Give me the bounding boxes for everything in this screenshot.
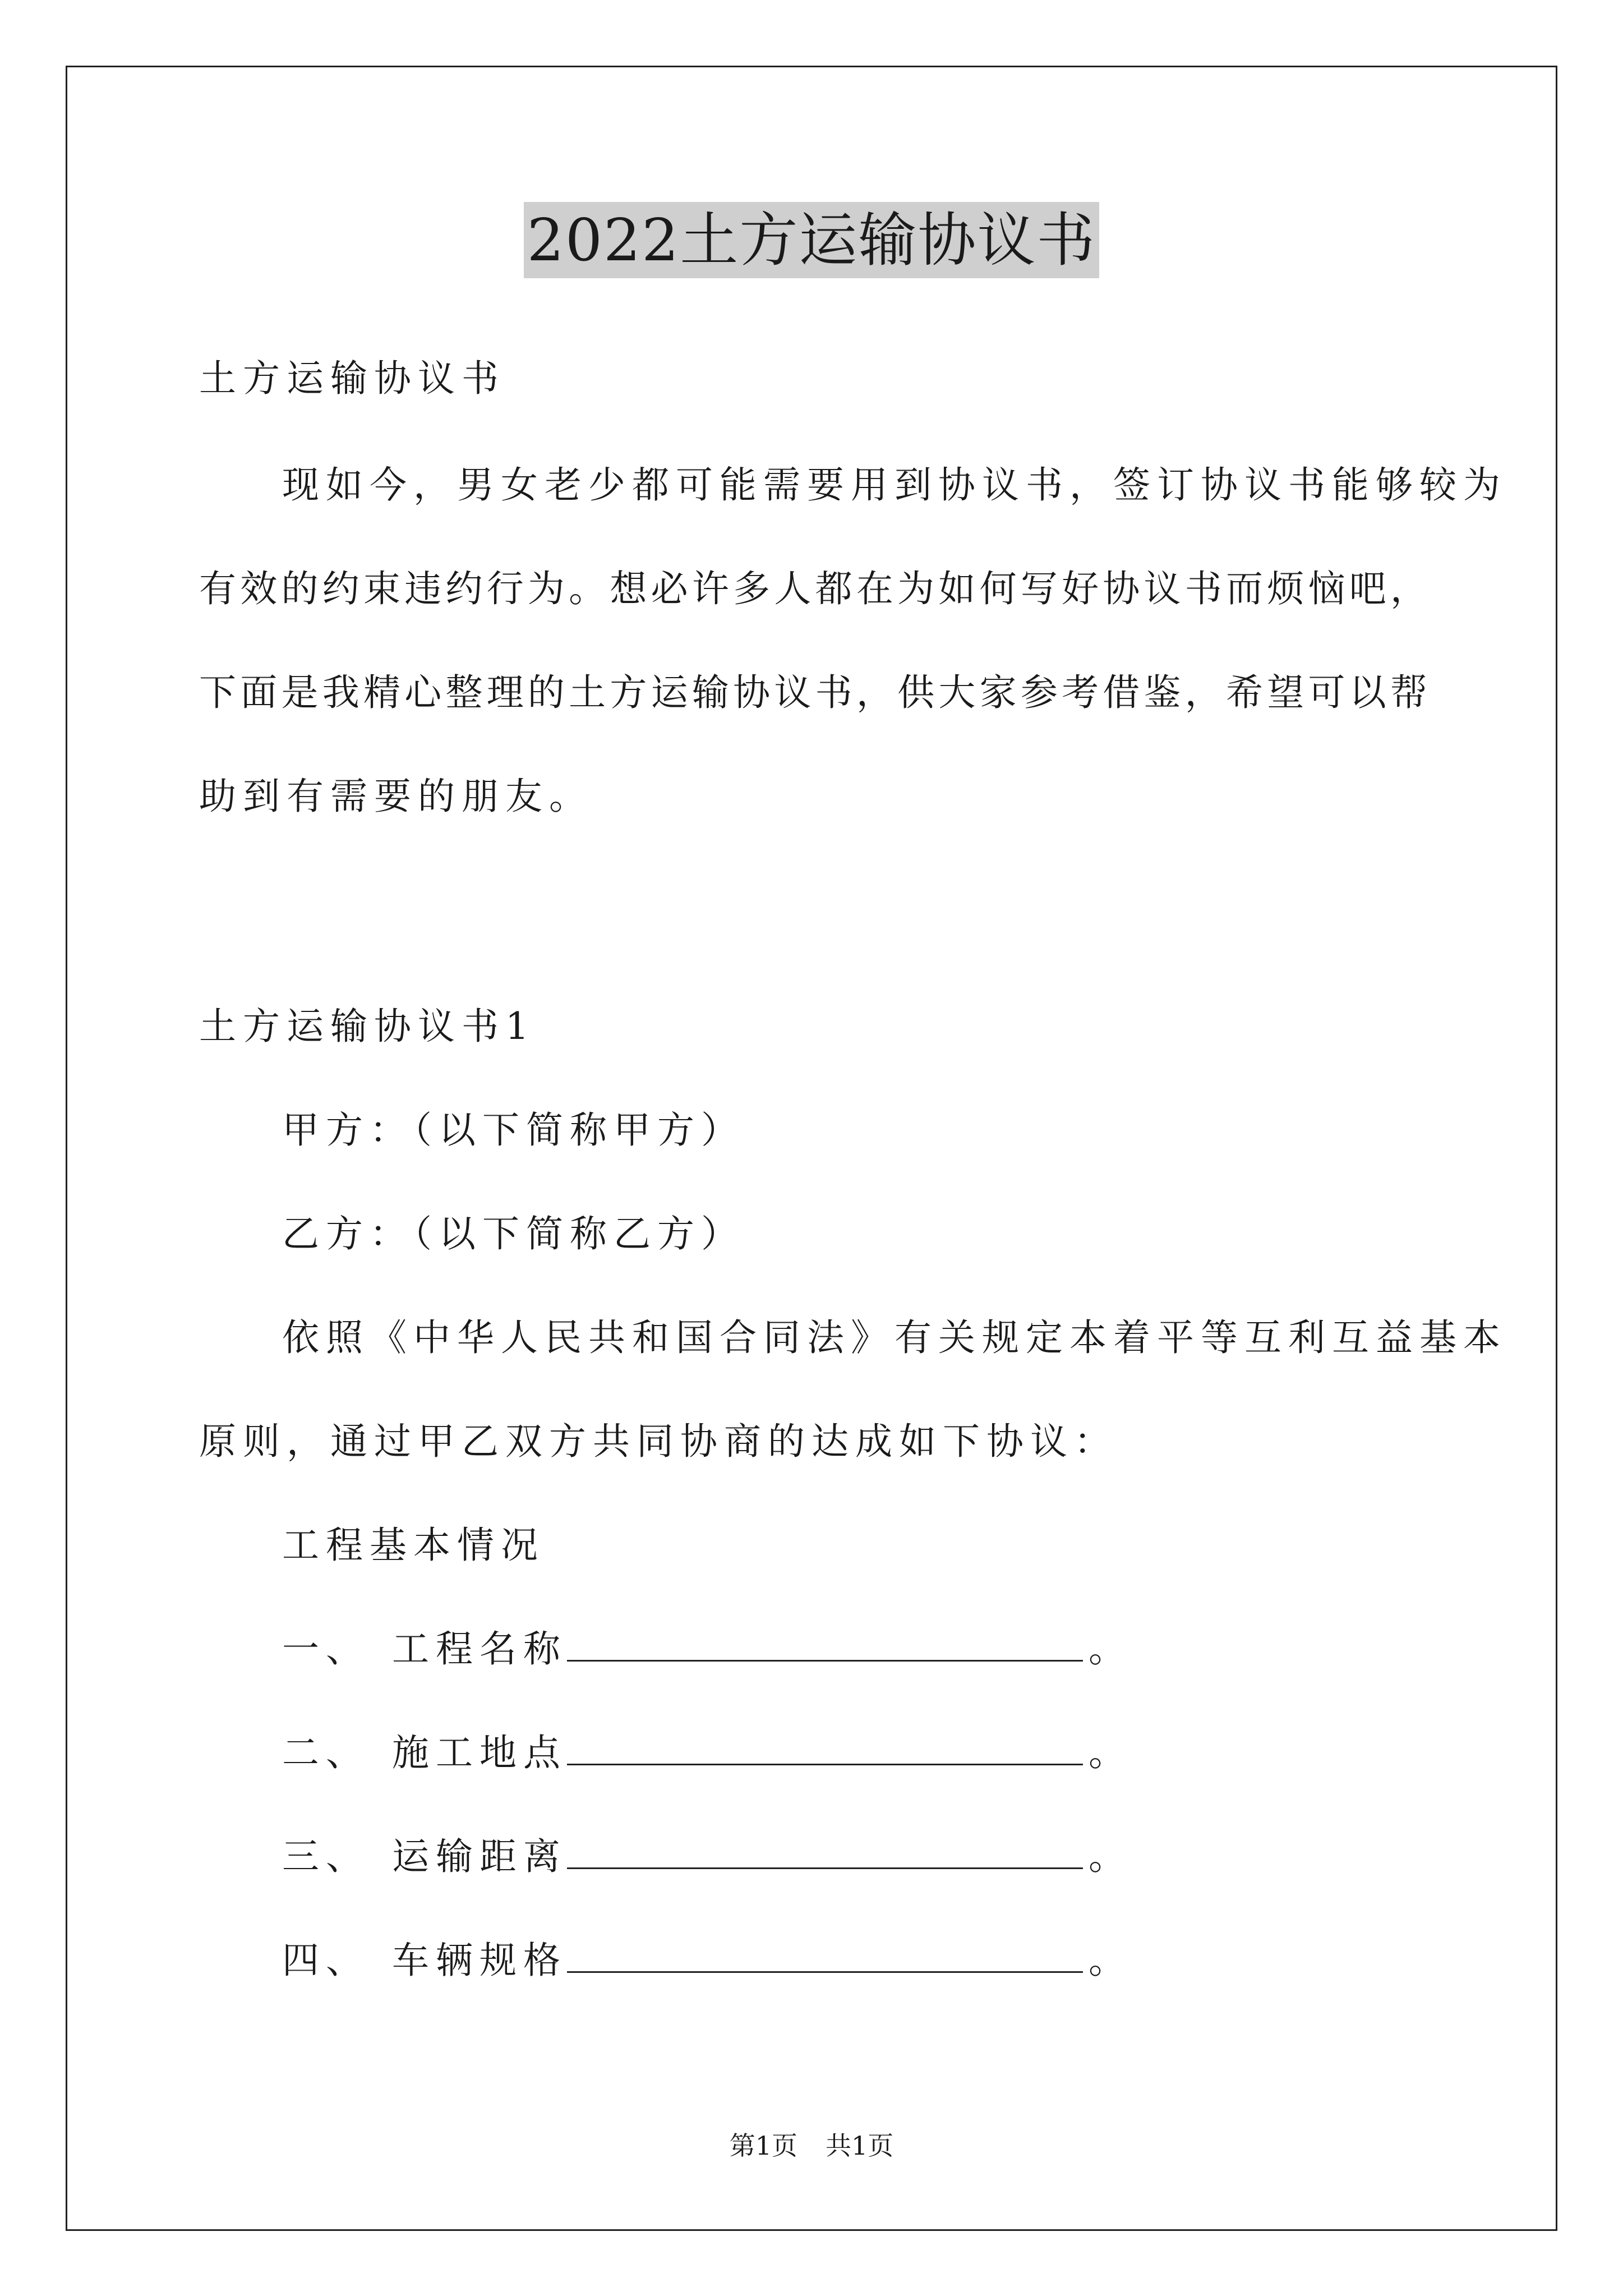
party-a-line: 甲方：（以下简称甲方） [282, 1108, 745, 1152]
project-item-distance [282, 1832, 1132, 1882]
project-item-location [282, 1728, 1132, 1778]
page-number-current: 第1页 [729, 2131, 797, 2161]
item-number: 一、 [282, 1627, 370, 1671]
page-number-total: 共1页 [826, 2131, 894, 2161]
fill-in-blank [567, 1834, 1083, 1869]
document-title: 2022土方运输协议书 [524, 202, 1100, 278]
item-end-mark: 。 [1089, 1627, 1132, 1671]
item-number: 三、 [282, 1835, 370, 1878]
basis-line-1: 依照《中华人民共和国合同法》有关规定本着平等互利互益基本 [282, 1316, 1507, 1359]
intro-line-2: 有效的约束违约行为。想必许多人都在为如何写好协议书而烦恼吧， [199, 567, 1427, 610]
item-label: 运输距离 [392, 1835, 567, 1878]
item-number: 四、 [282, 1939, 370, 1982]
item-label: 施工地点 [392, 1731, 567, 1774]
fill-in-blank [567, 1938, 1083, 1973]
intro-line-1: 现如今，男女老少都可能需要用到协议书，签订协议书能够较为 [282, 463, 1507, 507]
item-label: 工程名称 [392, 1627, 567, 1671]
fill-in-blank [567, 1626, 1083, 1662]
document-subtitle: 土方运输协议书 [199, 357, 505, 400]
page-footer [0, 2129, 1623, 2162]
section-heading: 土方运输协议书1 [199, 1005, 536, 1048]
item-label: 车辆规格 [392, 1939, 567, 1982]
title-container [0, 202, 1623, 278]
intro-line-4: 助到有需要的朋友。 [199, 775, 593, 818]
basis-line-2: 原则，通过甲乙双方共同协商的达成如下协议： [199, 1420, 1118, 1463]
project-heading: 工程基本情况 [282, 1524, 545, 1567]
item-end-mark: 。 [1089, 1731, 1132, 1774]
item-end-mark: 。 [1089, 1835, 1132, 1878]
item-end-mark: 。 [1089, 1939, 1132, 1982]
party-b-line: 乙方：（以下简称乙方） [282, 1212, 745, 1255]
item-number: 二、 [282, 1731, 370, 1774]
fill-in-blank [567, 1730, 1083, 1765]
project-item-name [282, 1624, 1132, 1674]
project-item-vehicle [282, 1935, 1132, 1986]
intro-line-3: 下面是我精心整理的土方运输协议书，供大家参考借鉴，希望可以帮 [199, 671, 1427, 714]
